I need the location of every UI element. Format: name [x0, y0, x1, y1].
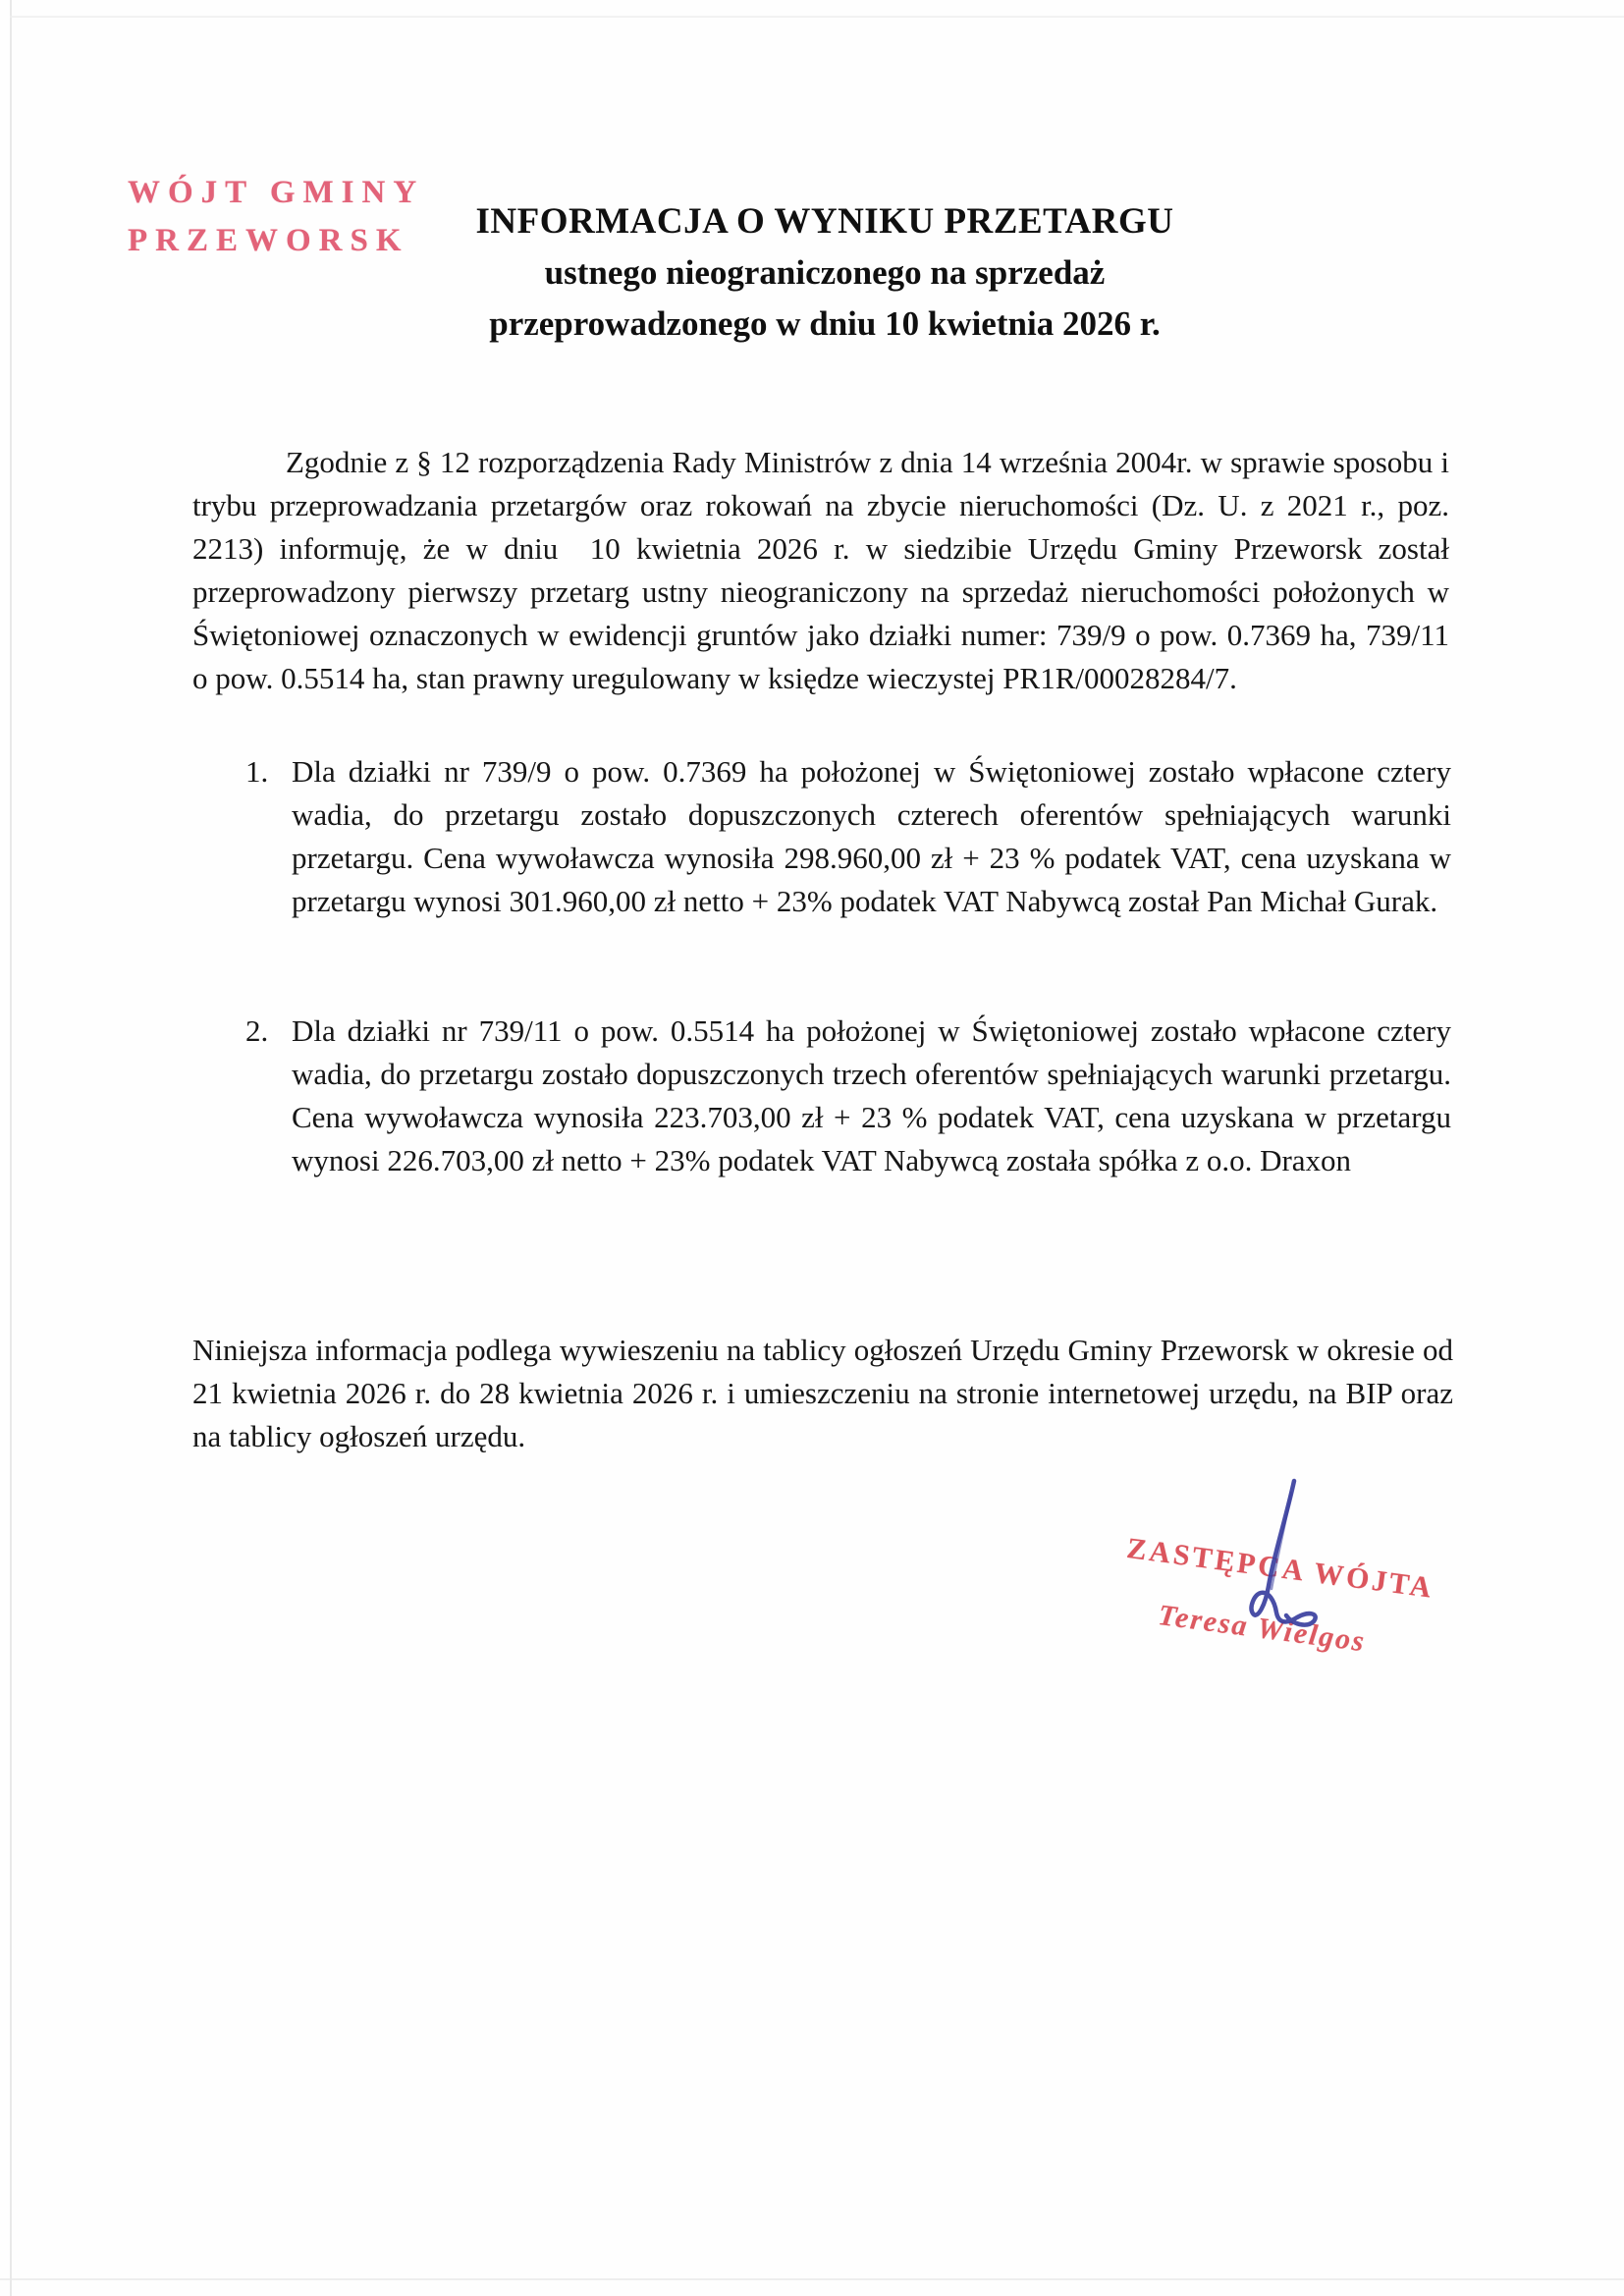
signature-stamp-role: ZASTĘPCA WÓJTA: [1124, 1532, 1436, 1605]
handwritten-signature-ink: [1222, 1463, 1370, 1645]
title-line-3: przeprowadzonego w dniu 10 kwietnia 2026 r.: [489, 304, 1161, 343]
title-line-2: ustnego nieograniczonego na sprzedaż: [544, 253, 1106, 292]
scan-edge-bottom: [0, 2278, 1624, 2280]
list-number: 2.: [245, 1013, 269, 1048]
scan-edge-left: [10, 0, 12, 2296]
title-line-1: INFORMACJA O WYNIKU PRZETARGU: [475, 201, 1174, 242]
list-number: 1.: [245, 754, 269, 789]
scan-edge-top: [10, 16, 1624, 18]
auction-result-item-1: [245, 750, 1459, 923]
auction-result-item-2: [245, 1010, 1459, 1182]
intro-paragraph: Zgodnie z § 12 rozporządzenia Rady Ministrów z dnia 14 września 2004r. w sprawie sposobu i trybu przeprowadzania przetargów oraz rokowań na zbycie nieruchomości (Dz. U. z 2021 r., poz. 2213) informuję, że w dniu 10 kwietnia 2026 r. w siedzibie Urzędu Gminy Przeworsk został przeprowadzony pierwszy przetarg ustny nieograniczony na sprzedaż nieruchomości położonych w Świętoniowej oznaczonych w ewidencji gruntów jako działki numer: 739/9 o pow. 0.7369 ha, 739/11 o pow. 0.5514 ha, stan prawny uregulowany w księdze wieczystej PR1R/00028284/7.: [192, 445, 1457, 695]
office-stamp-line1: WÓJT GMINY: [128, 175, 425, 210]
signature-stamp-name: Teresa Wielgos: [1156, 1599, 1368, 1659]
office-stamp-line2: PRZEWORSK: [128, 223, 409, 258]
list-text: Dla działki nr 739/9 o pow. 0.7369 ha położonej w Świętoniowej zostało wpłacone cztery wadia, do przetargu zostało dopuszczonych czterech oferentów spełniających warunki przetargu. Cena wywoławcza wynosiła 298.960,00 zł + 23 % podatek VAT, cena uzyskana w przetargu wynosi 301.960,00 zł netto + 23% podatek VAT Nabywcą został Pan Michał Gurak.: [292, 754, 1459, 918]
document-title: [344, 196, 1306, 350]
closing-paragraph: Niniejsza informacja podlega wywieszeniu na tablicy ogłoszeń Urzędu Gminy Przeworsk w okresie od 21 kwietnia 2026 r. do 28 kwietnia 2026 r. i umieszczeniu na stronie internetowej urzędu, na BIP oraz na tablicy ogłoszeń urzędu.: [192, 1333, 1469, 1453]
list-text: Dla działki nr 739/11 o pow. 0.5514 ha położonej w Świętoniowej zostało wpłacone cztery wadia, do przetargu zostało dopuszczonych trzech oferentów spełniających warunki przetargu. Cena wywoławcza wynosiła 223.703,00 zł + 23 % podatek VAT, cena uzyskana w przetargu wynosi 226.703,00 zł netto + 23% podatek VAT Nabywcą została spółka z o.o. Draxon: [292, 1013, 1459, 1177]
